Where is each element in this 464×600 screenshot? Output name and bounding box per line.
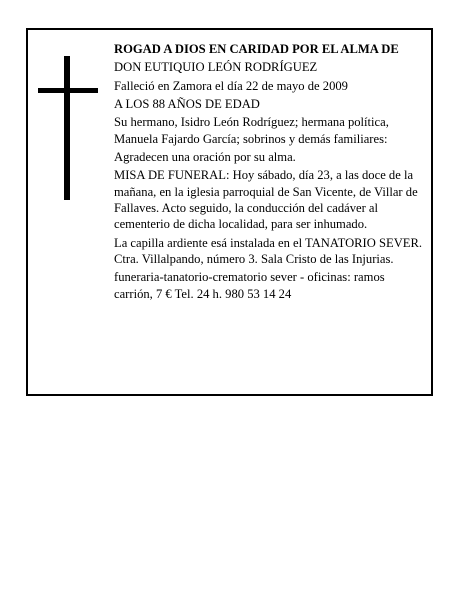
funeral-info: MISA DE FUNERAL: Hoy sábado, día 23, a las doce de la mañana, en la iglesia parroquial de San Vicente, de Villar de Fallaves. Acto seguido, la conducción del cadáver al cementerio de dicha localidad, para ser inhumado. bbox=[114, 168, 418, 232]
age-line: A LOS 88 AÑOS DE EDAD bbox=[114, 96, 260, 111]
notice-text-block bbox=[114, 41, 426, 304]
cross-icon bbox=[38, 56, 98, 200]
family-line: Su hermano, Isidro León Rodríguez; hermana política, Manuela Fajardo García; sobrinos y demás familiares: bbox=[114, 115, 389, 146]
death-info: Falleció en Zamora el día 22 de mayo de 2009 bbox=[114, 78, 348, 93]
chapel-info: La capilla ardiente esá instalada en el TANATORIO SEVER. Ctra. Villalpando, número 3. Sala Cristo de las Injurias. bbox=[114, 235, 423, 267]
contact-info: funeraria-tanatorio-crematorio sever - oficinas: ramos carrión, 7 € Tel. 24 h. 980 53 14 24 bbox=[114, 270, 385, 301]
notice-heading: ROGAD A DIOS EN CARIDAD POR EL ALMA DE bbox=[114, 42, 399, 56]
cross-horizontal-bar bbox=[38, 88, 98, 93]
deceased-name: DON EUTIQUIO LEÓN RODRÍGUEZ bbox=[114, 60, 318, 75]
cross-vertical-bar bbox=[64, 56, 70, 200]
obituary-notice bbox=[26, 28, 433, 396]
thanks-line: Agradecen una oración por su alma. bbox=[114, 149, 296, 164]
